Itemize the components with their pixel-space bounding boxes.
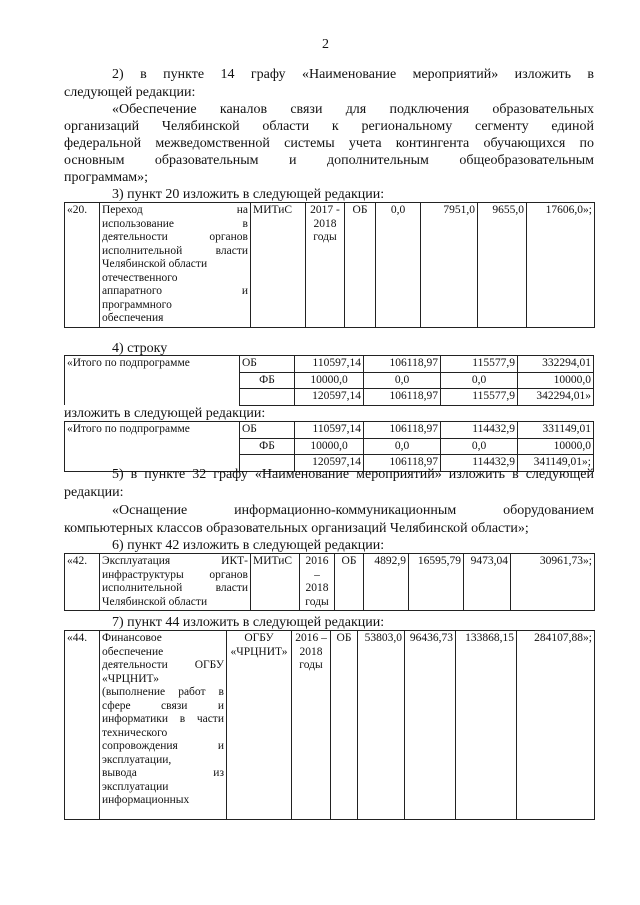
- item2-quote-line3: федеральной межведомственной системы учета контингента обучающихся по: [64, 136, 594, 151]
- value-2017: 0,0: [364, 372, 441, 389]
- table-row: [65, 356, 594, 373]
- value-2017: 7951,0: [421, 203, 478, 328]
- value-2016: 10000,0: [295, 438, 364, 455]
- value-2016: 110597,14: [295, 356, 364, 373]
- value-2016: 4892,9: [364, 554, 409, 611]
- period: 2016 – 2018 годы: [300, 554, 335, 611]
- value-2016: 110597,14: [295, 422, 364, 439]
- item6-table: [64, 553, 595, 611]
- value-2017: 106118,97: [364, 422, 441, 439]
- item2-quote-line4: основным образовательным и дополнительным общеобразовательным: [64, 153, 594, 168]
- row-number: «20.: [65, 203, 100, 328]
- item5-quote1: «Оснащение информационно-коммуникационным оборудованием: [112, 503, 594, 518]
- funding-source: ОБ: [331, 631, 358, 820]
- item4-old-table: [64, 355, 594, 406]
- item4-new-table: [64, 421, 594, 472]
- item7-heading: 7) пункт 44 изложить в следующей редакции:: [112, 615, 385, 630]
- executor: ОГБУ «ЧРЦНИТ»: [227, 631, 292, 820]
- measure-name: Финансовое обеспечение деятельности ОГБУ «ЧРЦНИТ» (выполнение работ в сфере связи и информатики в части технического сопровождения и эксплуатации, вывода из эксплуатации информационных: [100, 631, 227, 820]
- value-2017: 106118,97: [364, 455, 441, 472]
- measure-name: Эксплуатация ИКТ- инфраструктуры органов исполнительной власти Челябинской области: [100, 554, 251, 611]
- value-2018: 115577,9: [441, 389, 518, 406]
- value-total: 342294,01»: [518, 389, 594, 406]
- value-total: 284107,88»;: [517, 631, 595, 820]
- item3-table: [64, 202, 595, 328]
- value-2017: 0,0: [364, 438, 441, 455]
- value-2017: 106118,97: [364, 389, 441, 406]
- value-2018: 133868,15: [456, 631, 517, 820]
- item2-intro-line2: следующей редакции:: [64, 85, 196, 100]
- funding-source: ФБ: [240, 372, 295, 389]
- measure-name: Переход на использование в деятельности органов исполнительной власти Челябинской области отечественного аппаратного и программного обеспечения: [100, 203, 251, 328]
- funding-source: ОБ: [240, 422, 295, 439]
- value-2017: 16595,79: [409, 554, 464, 611]
- table-row: [65, 422, 594, 439]
- value-2016: 0,0: [376, 203, 421, 328]
- item4-middle: изложить в следующей редакции:: [64, 406, 266, 421]
- value-2018: 9473,04: [464, 554, 511, 611]
- item5-line1: 5) в пункте 32 графу «Наименование мероприятий» изложить в следующей: [112, 467, 594, 482]
- value-total: 10000,0: [518, 372, 594, 389]
- value-total: 331149,01: [518, 422, 594, 439]
- value-total: 341149,01»;: [518, 455, 594, 472]
- total-label: «Итого по подпрограмме: [65, 356, 240, 406]
- item2-intro-line1: 2) в пункте 14 графу «Наименование мероприятий» изложить в: [112, 67, 594, 82]
- funding-source: ФБ: [240, 438, 295, 455]
- page-number: 2: [322, 37, 329, 52]
- funding-source: ОБ: [335, 554, 364, 611]
- table-row: [65, 203, 595, 328]
- row-number: «42.: [65, 554, 100, 611]
- item2-quote-line1: «Обеспечение каналов связи для подключения образовательных: [112, 102, 594, 117]
- period: 2017 - 2018 годы: [306, 203, 345, 328]
- executor: МИТиС: [251, 203, 306, 328]
- funding-source: [240, 389, 295, 406]
- value-2018: 0,0: [441, 372, 518, 389]
- value-total: 10000,0: [518, 438, 594, 455]
- funding-source: ОБ: [345, 203, 376, 328]
- value-2016: 120597,14: [295, 389, 364, 406]
- item5-line2: редакции:: [64, 485, 124, 500]
- value-2016: 10000,0: [295, 372, 364, 389]
- value-2016: 120597,14: [295, 455, 364, 472]
- value-2018: 114432,9: [441, 455, 518, 472]
- value-total: 30961,73»;: [511, 554, 595, 611]
- value-2017: 96436,73: [405, 631, 456, 820]
- item7-table: [64, 630, 595, 820]
- value-2016: 53803,0: [358, 631, 405, 820]
- item2-quote-line5: программам»;: [64, 170, 149, 185]
- item4-heading: 4) строку: [112, 341, 168, 356]
- value-2018: 9655,0: [478, 203, 527, 328]
- total-label: «Итого по подпрограмме: [65, 422, 240, 472]
- item5-quote2: компьютерных классов образовательных организаций Челябинской области»;: [64, 521, 529, 536]
- funding-source: ОБ: [240, 356, 295, 373]
- value-2018: 0,0: [441, 438, 518, 455]
- row-number: «44.: [65, 631, 100, 820]
- period: 2016 – 2018 годы: [292, 631, 331, 820]
- value-2018: 115577,9: [441, 356, 518, 373]
- table-row: [65, 554, 595, 611]
- value-total: 332294,01: [518, 356, 594, 373]
- value-2017: 106118,97: [364, 356, 441, 373]
- item3-heading: 3) пункт 20 изложить в следующей редакции:: [112, 187, 385, 202]
- value-total: 17606,0»;: [527, 203, 595, 328]
- table-row: [65, 631, 595, 820]
- value-2018: 114432,9: [441, 422, 518, 439]
- item2-quote-line2: организаций Челябинской области к региональному сегменту единой: [64, 119, 594, 134]
- executor: МИТиС: [251, 554, 300, 611]
- item6-heading: 6) пункт 42 изложить в следующей редакции:: [112, 538, 385, 553]
